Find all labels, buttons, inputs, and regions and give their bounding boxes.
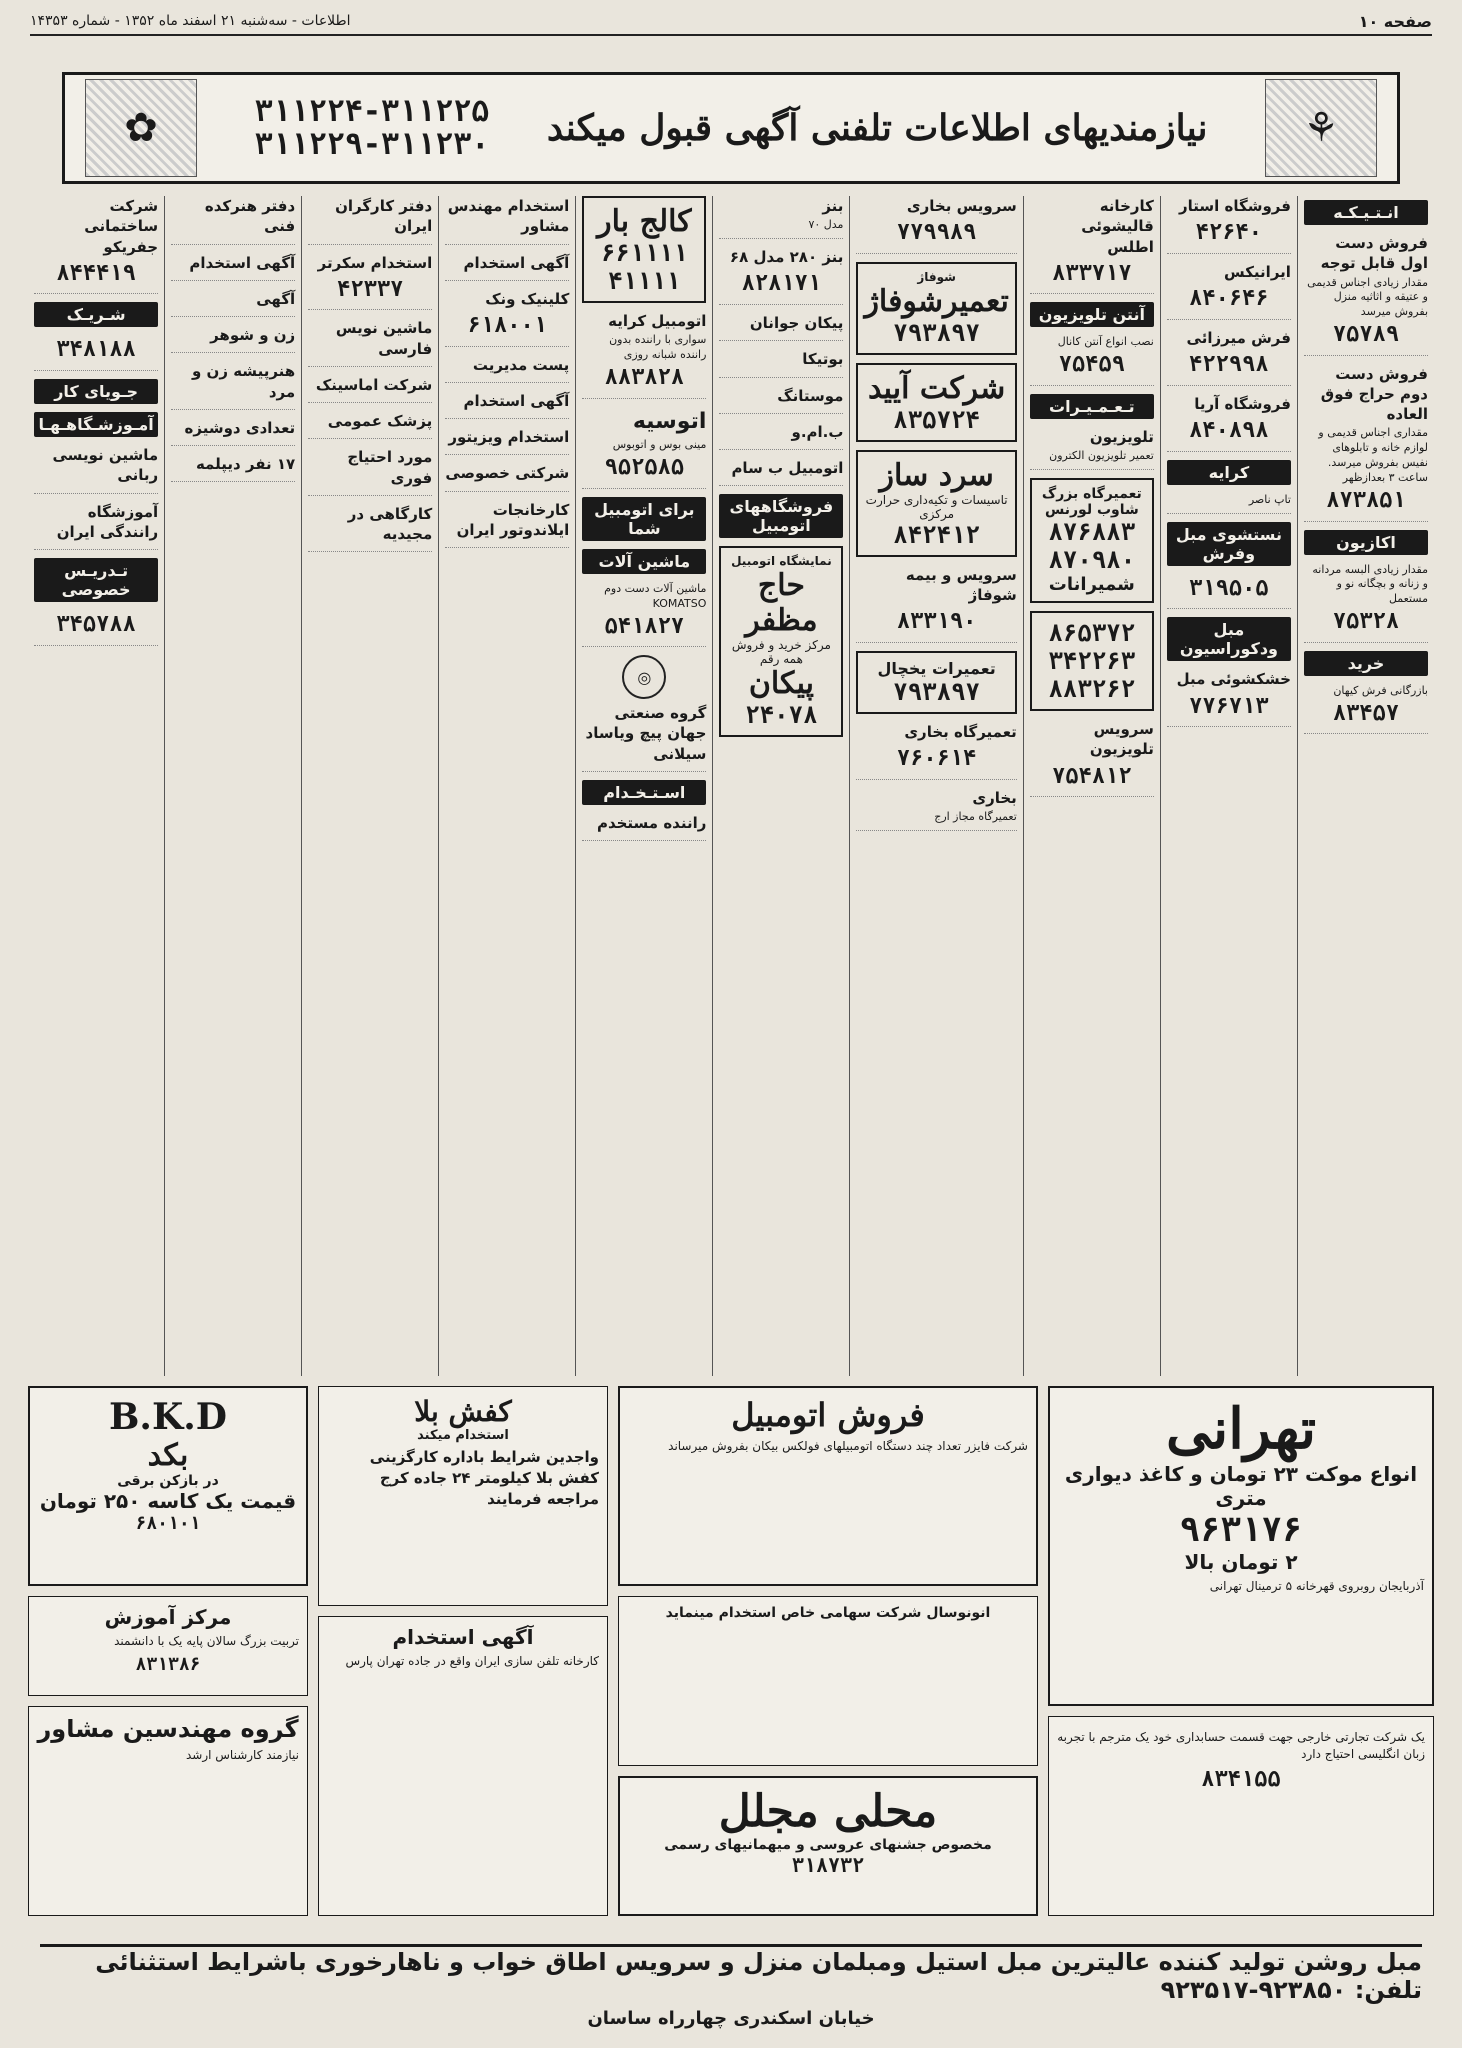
classified-ad — [171, 361, 295, 410]
classified-ad — [445, 391, 569, 419]
section-partner: شـریـک — [34, 302, 158, 327]
classified-ad — [1167, 262, 1291, 320]
fridge-repair-ad — [856, 651, 1016, 714]
classified-ad — [1304, 684, 1428, 735]
column-10 — [28, 196, 164, 1376]
classified-ad — [582, 813, 706, 841]
footer-ad — [40, 1944, 1422, 2029]
sardsaz-ad — [856, 450, 1016, 557]
ad-heading: ۱۷ نفر دیپلمه — [195, 455, 296, 473]
ad-heading: ماشین نویسی ربانی — [52, 446, 159, 485]
ad-heading: مرکز آموزش — [104, 1605, 232, 1629]
ad-heading: تعدادی دوشیزه — [184, 418, 296, 437]
classified-ad — [171, 253, 295, 281]
column-7 — [438, 196, 575, 1376]
ad-big-text-2: پیکان — [748, 666, 814, 702]
section-for-your-car: برای اتومبیل شما — [582, 497, 706, 541]
section-furniture: مبل ودکوراسیون — [1167, 617, 1291, 661]
ad-phone-3: ۸۸۳۲۶۲ — [1048, 675, 1136, 704]
ad-heading: فروش دست اول قابل توجه — [1320, 234, 1428, 273]
ad-text: شرکت فایزر تعداد چند دستگاه اتومبیلهای فولکس بیکان بفروش میرساند — [668, 1439, 1028, 1453]
lower-display-ads — [28, 1386, 1434, 1926]
ad-phone: ۴۲۳۳۷ — [337, 276, 404, 302]
tehrani-ad — [1048, 1386, 1434, 1706]
section-antique: انـتـیـکـه — [1304, 200, 1428, 225]
classified-ad — [856, 196, 1016, 254]
classified-ad — [856, 565, 1016, 643]
ad-heading: دفتر کارگران ایران — [335, 197, 433, 236]
ad-heading: ماشین نویس فارسی — [335, 319, 433, 358]
ad-big-text: حاج مظفر — [745, 568, 818, 639]
tehrani-address: آذربایجان روبروی قهرخانه ۵ ترمینال تهرانی — [1209, 1579, 1424, 1593]
ad-phone: ۳۴۵۷۸۸ — [56, 612, 136, 638]
classified-ad — [171, 289, 295, 317]
ad-heading: آگهی استخدام — [463, 391, 570, 410]
ad-heading: کلینیک ونک — [485, 289, 570, 308]
ad-heading: استخدام مهندس مشاور — [447, 197, 570, 236]
ad-heading: شرکت ساختمانی جفریکو — [84, 197, 159, 256]
ad-phone: ۷۶۰۶۱۴ — [896, 746, 977, 772]
ad-text: سواری با راننده بدون راننده شبانه روزی — [609, 333, 707, 362]
ad-heading: آگهی استخدام — [189, 253, 296, 272]
section-repairs: تـعـمـیـرات — [1030, 394, 1154, 419]
classified-ad — [582, 582, 706, 647]
telephone-factory-ad — [318, 1616, 608, 1916]
ad-phone: ۴۲۲۹۹۸ — [1189, 352, 1269, 378]
classified-ad — [582, 407, 706, 489]
ad-heading: سرویس تلویزیون — [1089, 720, 1154, 759]
ad-phone-1: ۸۷۶۸۸۳ — [1048, 518, 1136, 547]
classified-ad — [308, 253, 432, 311]
ad-title: کفش بلا — [414, 1395, 512, 1428]
ad-heading: شوفاژ — [917, 269, 956, 284]
classified-ad — [1167, 669, 1291, 727]
college-bar-ad — [582, 196, 706, 303]
ad-title-fa: بکد — [147, 1438, 189, 1473]
ad-phone: ۸۴۰۶۴۶ — [1189, 286, 1269, 312]
ad-phone: ۷۷۹۹۸۹ — [896, 220, 977, 246]
banner-phones — [255, 95, 490, 161]
classified-ad — [445, 500, 569, 549]
ad-heading: بوتیکا — [802, 350, 844, 369]
ad-title: فروش اتومبیل — [731, 1396, 925, 1434]
ad-text: تربیت بزرگ سالان پایه یک با دانشمند — [114, 1634, 299, 1648]
classified-ad — [1304, 563, 1428, 643]
tehrani-price: ۲ تومان بالا — [1184, 1550, 1298, 1574]
column-2 — [1160, 196, 1297, 1376]
ad-heading: انونوسال شرکت سهامی خاص استخدام مینماید — [665, 1605, 991, 1621]
ad-phone: ۴۲۶۴۰ — [1195, 220, 1263, 246]
ad-text: واجدین شرایط باداره کارگزینی کفش بلا کیلومتر ۲۴ جاده کرج مراجعه فرمایند — [369, 1448, 599, 1508]
classified-ad — [445, 355, 569, 383]
ad-phone: ۳۱۸۷۳۲ — [791, 1853, 865, 1877]
classified-ad — [582, 311, 706, 399]
ad-phone: ۸۳۳۱۹۰ — [896, 609, 977, 635]
classified-ad — [308, 411, 432, 439]
ad-heading: کارگاهی در مجیدیه — [347, 504, 433, 544]
ad-phone-2: ۳۴۲۲۶۳ — [1048, 647, 1136, 676]
column-8 — [301, 196, 438, 1376]
classified-ad — [719, 458, 843, 486]
classified-ad — [34, 335, 158, 371]
column-5 — [712, 196, 849, 1376]
ad-phone-2: ۸۷۰۹۸۰ — [1048, 546, 1136, 575]
ad-big-text: شرکت آیید — [867, 370, 1006, 406]
ad-phone: ۳۱۹۵۰۵ — [1189, 575, 1269, 601]
ad-heading: اتوسیه — [632, 408, 707, 434]
ad-text: تاسیسات و تکیه‌داری حرارت مرکزی — [865, 492, 1008, 521]
ad-heading: شرکت اماسینک — [315, 375, 433, 394]
ad-heading: آگهی — [256, 289, 296, 308]
column-6 — [575, 196, 712, 1376]
majlal-venue-ad — [618, 1776, 1038, 1916]
consulting-engineers-ad — [28, 1706, 308, 1916]
section-private-tutoring: تـدریـس خصوصی — [34, 558, 158, 602]
classified-ad — [171, 454, 295, 482]
classified-ad — [308, 196, 432, 245]
ad-text: نیازمند کارشناس ارشد — [185, 1748, 299, 1762]
classified-ad — [308, 375, 432, 403]
section-occasion: اکازیون — [1304, 530, 1428, 555]
classified-ad — [34, 502, 158, 551]
classified-ad — [34, 196, 158, 294]
ad-phone: ۷۵۴۵۹ — [1058, 352, 1125, 378]
ad-heading: مورد احتیاج فوری — [347, 448, 433, 487]
anoosal-ad — [618, 1596, 1038, 1766]
ad-phone: ۸۴۰۸۹۸ — [1189, 418, 1269, 444]
ad-big-text: تعمیرشوفاژ — [864, 283, 1009, 319]
schaub-lorenz-ad — [1030, 478, 1154, 603]
ad-heading: سرویس و بیمه شوفاژ — [905, 565, 1017, 605]
ad-title: محلی مجلل — [718, 1786, 938, 1837]
ad-phone: ۷۵۳۲۸ — [1332, 609, 1400, 635]
ad-phone: ۸۴۲۴۱۲ — [893, 520, 980, 549]
ad-text: نصب انواع آنتن کانال — [1057, 335, 1154, 349]
classified-ad — [1167, 574, 1291, 610]
ad-phone: ۸۳۳۷۱۷ — [1052, 260, 1132, 286]
haj-mozaffar-ad — [719, 546, 843, 737]
ad-phone: ۷۷۶۷۱۳ — [1189, 693, 1269, 719]
ad-phone: ۸۳۵۷۲۴ — [893, 405, 980, 434]
classified-ad — [445, 253, 569, 281]
ad-title: B.K.D — [108, 1396, 227, 1438]
classified-ad — [1167, 196, 1291, 254]
ad-heading: فروشگاه استار — [1178, 197, 1291, 215]
company-translator-ad — [1048, 1716, 1434, 1916]
ad-text: ماشین آلات دست دوم KOMATSO — [604, 581, 707, 610]
ad-text: بازرگانی فرش کیهان — [1333, 683, 1428, 697]
ad-heading: بخاری — [972, 789, 1017, 808]
ayid-company-ad — [856, 363, 1016, 442]
tehrani-phone: ۹۶۳۱۷۶ — [1179, 1510, 1303, 1550]
woman-illustration-icon: ✿ — [85, 79, 197, 177]
classified-ad — [719, 422, 843, 450]
classified-ad — [308, 318, 432, 367]
ad-phone: ۲۴۰۷۸ — [745, 701, 818, 730]
ad-heading: اتومبیل ب سام — [731, 459, 844, 478]
section-antenna: آنتن تلویزیون — [1030, 302, 1154, 327]
classifieds-columns — [28, 196, 1434, 1376]
section-employment: اسـتـخـدام — [582, 780, 706, 805]
ad-heading: موستانگ — [777, 386, 844, 405]
repair-ad — [1030, 611, 1154, 711]
ad-text: کارخانه تلفن سازی ایران واقع در جاده تهران پارس — [345, 1654, 599, 1668]
classified-ad — [445, 463, 569, 491]
classified-ad — [445, 196, 569, 245]
car-sale-ad — [618, 1386, 1038, 1586]
ad-phone: ۷۵۷۸۹ — [1332, 322, 1400, 348]
ad-heading: بنز ۲۸۰ مدل ۶۸ — [729, 248, 844, 267]
ad-heading: شرکتی خصوصی — [445, 464, 570, 483]
ad-heading: فرش میرزائی — [1186, 328, 1291, 347]
page-header — [30, 8, 1432, 36]
classified-ad — [1030, 427, 1154, 470]
ad-heading: پزشک عمومی — [327, 412, 433, 431]
ad-phone: ۸۳۱۳۸۶ — [135, 1653, 201, 1675]
ad-heading: استخدام سکرتر — [317, 253, 433, 272]
ad-phone-1: ۶۶۱۱۱۱ — [600, 239, 688, 267]
ad-heading: تعمیرگاه بزرگ شاوب لورنس — [1041, 486, 1142, 519]
ad-heading: دفتر هنرکده فنی — [204, 197, 296, 236]
ad-price: قیمت یک کاسه ۲۵۰ تومان — [39, 1489, 297, 1513]
ad-heading: گروه مهندسین مشاور — [37, 1715, 299, 1743]
footer-line-1: مبل روشن تولید کننده عالیترین مبل استیل ومبلمان منزل و سرویس اطاق خواب و ناهارخوری باشرایط استثنائی تلفن: ۹۲۳۸۵۰-۹۲۳۵۱۷ — [95, 1947, 1422, 2004]
section-schools: آمـوزشـگاهـهـا — [34, 412, 158, 437]
ad-text: یک شرکت تجارتی خارجی جهت قسمت حسابداری خود یک مترجم با تجربه زبان انگلیسی احتیاج دارد — [1057, 1730, 1425, 1761]
ad-heading: گروه صنعتی جهان پیچ ویاساد سیلانی — [585, 704, 707, 763]
ad-phone: ۸۸۳۸۲۸ — [604, 364, 685, 390]
ad-heading: استخدام ویزیتور — [448, 428, 570, 447]
page-number: صفحه ۱۰ — [1358, 11, 1432, 31]
ad-text: مینی بوس و اتوبوس — [612, 438, 707, 452]
ad-heading: پیکان جوانان — [749, 314, 844, 333]
ad-phone-2: ۴۱۱۱۱ — [608, 267, 681, 295]
ad-heading: پست مدیریت — [472, 355, 570, 374]
section-carpet-wash: نستشوی مبل وفرش — [1167, 522, 1291, 566]
ad-text: تعمیر تلویزیون الکترون — [1049, 449, 1154, 463]
classified-ad — [1167, 493, 1291, 514]
training-center-ad — [28, 1596, 308, 1696]
ad-phone: ۸۳۴۵۷ — [1332, 700, 1400, 726]
ad-heading: تعمیرات یخچال — [877, 659, 996, 679]
ad-phone: ۶۸۰۱۰۱ — [135, 1513, 201, 1534]
classified-ad — [719, 349, 843, 377]
ad-text: مقدار زیادی البسه مردانه و زنانه و بچگانه نو و مستعمل — [1312, 562, 1428, 606]
classified-ad — [719, 313, 843, 341]
tehrani-subtitle: انواع موکت ۲۳ تومان و کاغذ دیواری متری — [1064, 1462, 1418, 1510]
classified-ad — [171, 325, 295, 353]
ad-heading: کارخانه قالیشوئی اطلس — [1081, 197, 1154, 256]
bkd-ad — [28, 1386, 308, 1586]
ad-heading: آگهی استخدام — [463, 253, 570, 272]
classified-ad — [719, 247, 843, 305]
ad-phone: ۸۷۳۸۵۱ — [1326, 487, 1406, 513]
ad-phone: ۵۴۱۸۲۷ — [604, 613, 685, 639]
classified-ad — [34, 445, 158, 494]
ad-heading: هنرپیشه زن و مرد — [192, 362, 296, 401]
classified-ad — [1304, 233, 1428, 356]
ad-text: تعمیرگاه مجاز ارج — [934, 810, 1017, 824]
classified-ad — [171, 196, 295, 245]
ad-text: مقداری اجناس قدیمی و لوازم خانه و تابلوهای نفیس بفروش میرسد. ساعت ۳ بعدازظهر — [1318, 426, 1428, 484]
ad-phone: ۸۲۸۱۷۱ — [741, 271, 822, 297]
ad-heading: ب.ام.و — [791, 422, 844, 441]
column-3 — [1023, 196, 1160, 1376]
ad-text: مدل ۷۰ — [808, 218, 844, 232]
classified-ad — [719, 386, 843, 414]
top-banner-ad — [62, 72, 1400, 184]
djahan-pitch-logo-icon: ◎ — [622, 655, 666, 699]
ad-heading: زن و شوهر — [210, 326, 296, 344]
issue-info: اطلاعات - سه‌شنبه ۲۱ اسفند ماه ۱۳۵۲ - شماره ۱۴۳۵۳ — [30, 13, 351, 29]
classified-ad — [34, 610, 158, 646]
heating-ad — [856, 262, 1016, 355]
ad-heading: نمایشگاه اتومبیل — [731, 554, 832, 569]
ad-phone: ۶۱۸۰۰۱ — [467, 313, 548, 338]
banner-text: نیازمندیهای اطلاعات تلفنی آگهی قبول میکند — [546, 107, 1208, 149]
ad-heading: تعمیرگاه بخاری — [904, 723, 1017, 742]
classified-ad — [171, 418, 295, 446]
ad-big-text: کالج بار — [597, 204, 692, 239]
section-car-dealers: فروشگاههای اتومبیل — [719, 494, 843, 538]
ad-text: شمیرانات — [1048, 574, 1135, 596]
ad-phone: ۷۹۳۸۹۷ — [893, 678, 980, 707]
ad-phone: ۷۵۴۸۱۲ — [1052, 763, 1132, 789]
classified-ad — [445, 427, 569, 455]
column-9 — [164, 196, 301, 1376]
classified-ad — [1030, 335, 1154, 386]
classified-ad — [856, 788, 1016, 831]
classified-ad — [582, 703, 706, 772]
ad-phone: ۸۴۴۴۱۹ — [56, 260, 136, 286]
ad-heading: اتومبیل کرایه — [608, 312, 707, 330]
ad-heading: آگهی استخدام — [392, 1625, 534, 1649]
classified-ad — [308, 504, 432, 553]
column-4 — [849, 196, 1022, 1376]
ad-heading: خشکشوئی مبل — [1176, 670, 1291, 689]
banner-phone-2: ۳۱۱۲۲۹-۳۱۱۲۳۰ — [254, 127, 490, 162]
classified-ad — [1304, 364, 1428, 522]
ad-text: تاپ ناصر — [1248, 492, 1291, 506]
family-illustration-icon: ⚘ — [1265, 79, 1377, 177]
section-buy: خرید — [1304, 651, 1428, 676]
ad-phone: ۸۳۴۱۵۵ — [1201, 1766, 1281, 1792]
classified-ad — [1167, 394, 1291, 452]
ad-phone-1: ۸۶۵۳۷۲ — [1048, 619, 1136, 648]
ad-subtitle: استخدام میکند — [417, 1428, 509, 1443]
ad-subtitle: در بازکن برقی — [117, 1473, 219, 1489]
section-rental: کرایه — [1167, 460, 1291, 485]
ad-big-text: سرد ساز — [879, 457, 994, 493]
ad-heading: آموزشگاه رانندگی‌ ایران — [56, 502, 159, 541]
classified-ad — [719, 196, 843, 239]
classified-ad — [308, 447, 432, 496]
ad-heading: کارخانجات ایلاندوتور ایران — [456, 500, 570, 539]
ad-text: مخصوص جشنهای عروسی و میهمانیهای رسمی — [664, 1837, 992, 1853]
banner-phone-1: ۳۱۱۲۲۴-۳۱۱۲۲۵ — [254, 94, 490, 129]
ad-phone: ۹۵۲۵۸۵ — [604, 455, 685, 481]
ad-heading: ایرانیکس — [1224, 262, 1291, 281]
ad-heading: تلویزیون — [1089, 427, 1154, 446]
ad-heading: بنز — [822, 197, 844, 215]
column-1 — [1297, 196, 1434, 1376]
tehrani-title: تهرانی — [1165, 1396, 1317, 1462]
ad-heading: فروشگاه آریا — [1194, 394, 1291, 413]
classified-ad — [1030, 196, 1154, 294]
ad-text: مرکز خرید و فروش همه رقم — [731, 638, 831, 667]
ad-heading: سرویس بخاری — [906, 197, 1017, 215]
classified-ad — [1030, 719, 1154, 797]
section-machinery: ماشین آلات — [582, 549, 706, 574]
classified-ad — [856, 722, 1016, 780]
classified-ad — [1167, 328, 1291, 386]
ad-text: مقدار زیادی اجناس قدیمی و عتیقه و اثاثیه منزل بفروش میرسد — [1307, 275, 1428, 319]
section-job-seekers: جـویای کار — [34, 379, 158, 404]
footer-line-2: خیابان اسکندری چهارراه ساسان — [587, 2007, 875, 2029]
classified-ad — [445, 289, 569, 347]
ad-heading: راننده مستخدم — [596, 813, 707, 832]
ad-heading: فروش دست دوم حراج فوق العاده — [1320, 364, 1428, 424]
kafsh-bala-ad — [318, 1386, 608, 1606]
ad-phone: ۳۴۸۱۸۸ — [56, 337, 136, 363]
ad-phone: ۷۹۳۸۹۷ — [893, 318, 980, 347]
